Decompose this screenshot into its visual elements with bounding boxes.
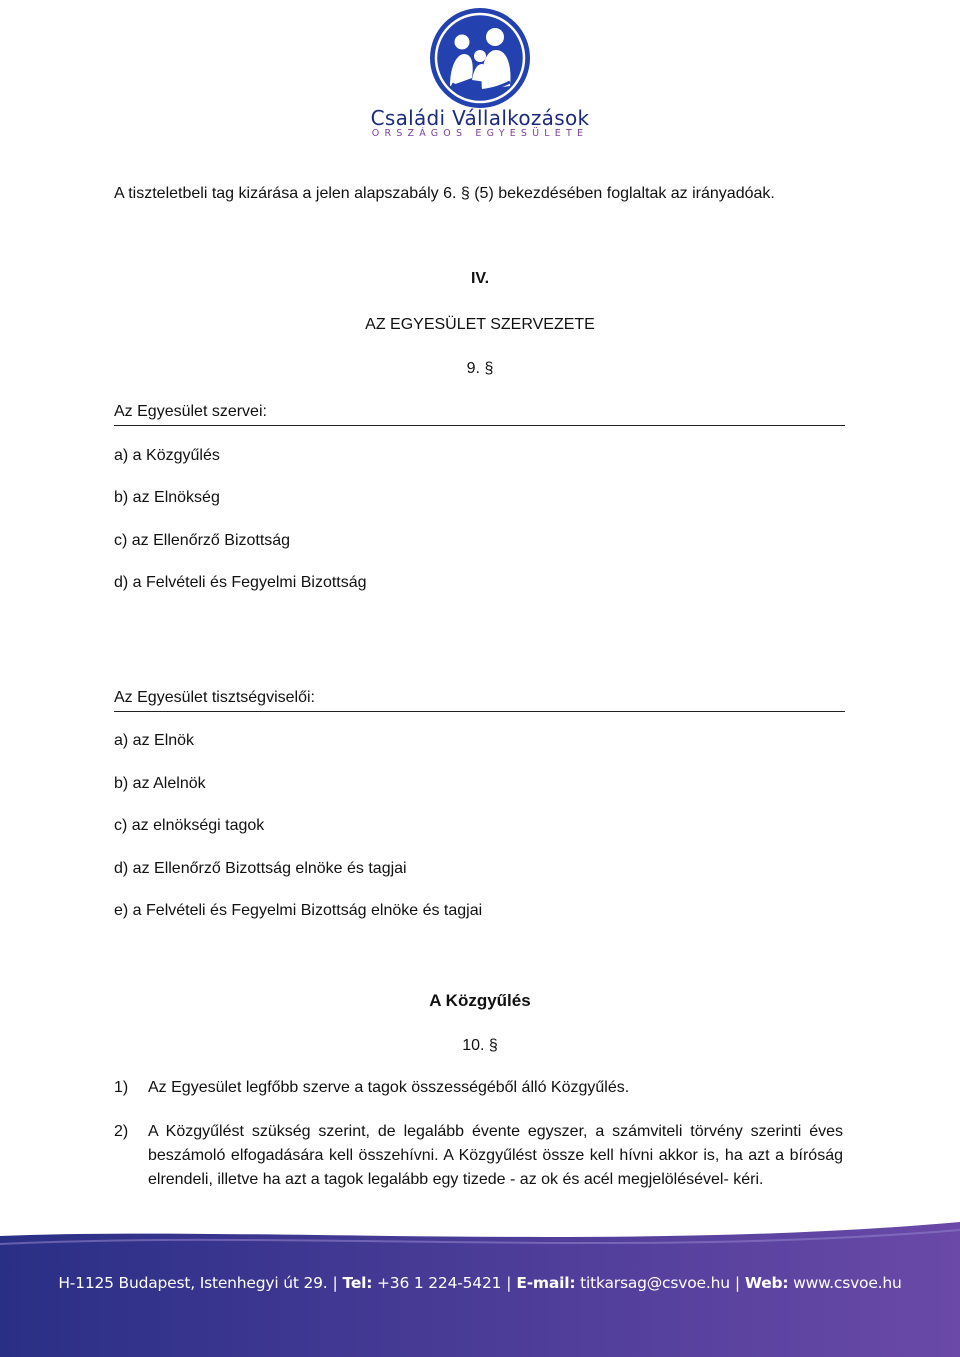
officers-item: e) a Felvételi és Fegyelmi Bizottság elnöke és tagjai [114,902,483,919]
chapter-title: AZ EGYESÜLET SZERVEZETE [365,316,595,333]
officers-item: b) az Alelnök [114,775,206,792]
officers-heading-rule [114,711,845,712]
officers-item: a) az Elnök [114,732,195,749]
chapter-number: IV. [470,270,490,287]
organs-item: b) az Elnökség [114,489,220,506]
assembly-title: A Közgyűlés [429,991,531,1010]
section-10: 10. § [462,1037,498,1054]
footer-email-label: E-mail: [516,1274,576,1292]
letterhead-logo [0,0,960,150]
paragraph-number: 1) [114,1079,129,1096]
footer-web-label: Web: [744,1274,789,1292]
family-emblem-icon [428,6,532,110]
footer-tel-label: Tel: [342,1274,373,1292]
footer-address: H-1125 Budapest, Istenhegyi út 29. [58,1274,328,1292]
intro-line: A tiszteletbeli tag kizárása a jelen alapszabály 6. § (5) bekezdésében foglaltak az irányadóak. [114,185,775,202]
footer-contact-line: H-1125 Budapest, Istenhegyi út 29. | Tel: +36 1 224-5421 | E-mail: titkarsag@csvoe.hu | Web: www.csvoe.hu [58,1274,902,1292]
paragraph-text: Az Egyesület legfőbb szerve a tagok összességéből álló Közgyűlés. [148,1079,630,1096]
footer-web-link[interactable]: www.csvoe.hu [793,1274,902,1292]
logo-name: Családi Vállalkozások [370,106,590,130]
section-9: 9. § [466,360,494,377]
organs-item: a) a Közgyűlés [114,447,220,464]
logo-subtitle: ORSZÁGOS EGYESÜLETE [371,128,589,139]
organs-heading-rule [114,425,845,426]
footer-email-link[interactable]: titkarsag@csvoe.hu [580,1274,730,1292]
officers-heading: Az Egyesület tisztségviselői: [114,689,315,706]
organs-heading: Az Egyesület szervei: [114,403,267,420]
footer-tel[interactable]: +36 1 224-5421 [377,1274,502,1292]
organs-item: c) az Ellenőrző Bizottság [114,532,291,549]
officers-item: d) az Ellenőrző Bizottság elnöke és tagjai [114,860,407,877]
paragraph-text: A Közgyűlést szükség szerint, de legalább évente egyszer, a számviteli törvény szerinti éves beszámoló elfogadására kell összehívni. A Közgyűlést össze kell hívni akkor is, ha azt a bíróság elrendeli, illetve ha azt a tagok legalább egy tizede - az ok és acél megjelölésével- kéri. [148,1123,843,1188]
organs-item: d) a Felvételi és Fegyelmi Bizottság [114,574,367,591]
officers-item: c) az elnökségi tagok [114,817,265,834]
paragraph-number: 2) [114,1123,129,1140]
footer-band [0,1222,960,1357]
